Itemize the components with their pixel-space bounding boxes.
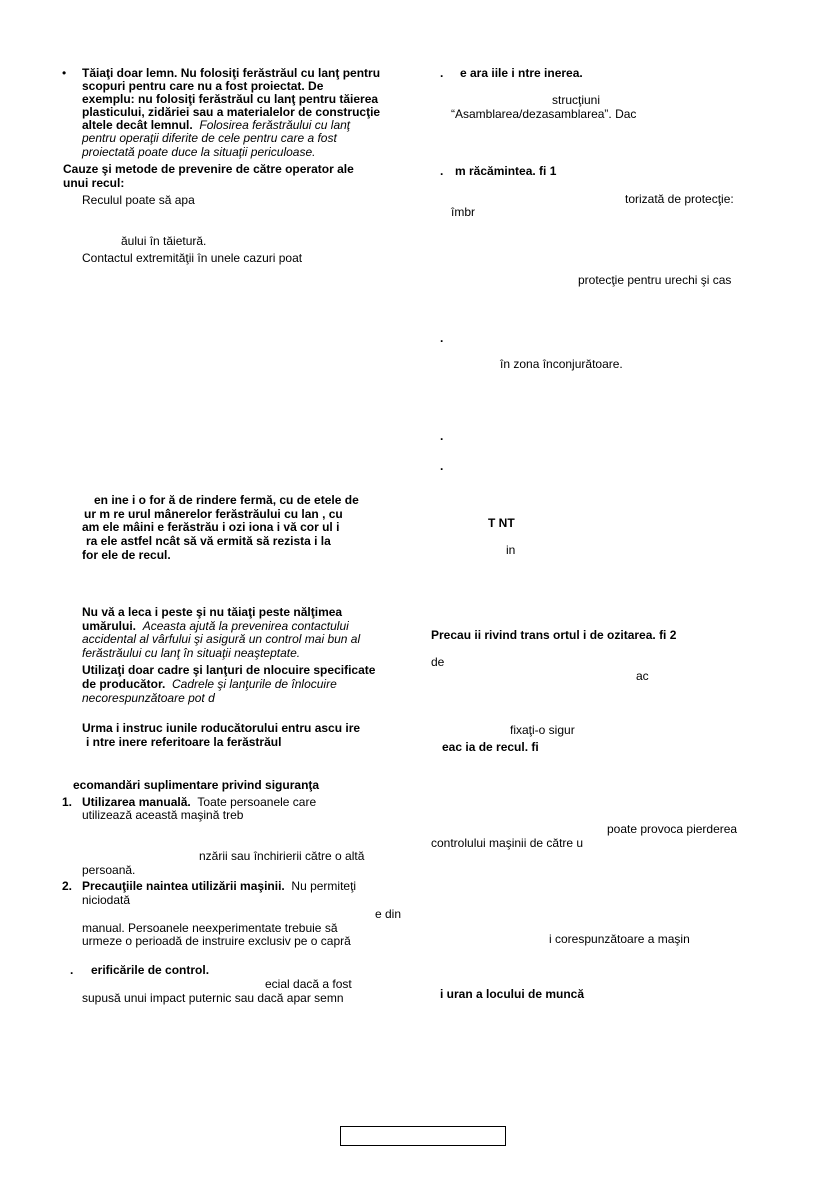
body-text: “Asamblarea/dezasamblarea”. Dac	[451, 107, 637, 121]
body-text: Contactul extremităţii în unele cazuri poat	[82, 251, 303, 265]
grip-text-line: for ele de recul.	[82, 548, 171, 562]
page-number-box	[340, 1126, 506, 1146]
section-heading: i uran a locului de muncă	[440, 987, 585, 1001]
overreach-text-line: accidental al vârfului şi asigură un control mai bun al	[82, 632, 361, 646]
bold-run: altele decât lemnul.	[82, 118, 193, 132]
body-text: poate provoca pierderea	[607, 822, 738, 836]
list-number: .	[70, 963, 74, 977]
section-heading: Precau ii rivind trans ortul i de ozitarea. fi 2	[431, 628, 677, 642]
bullet-text-line: pentru operaţii diferite de cele pentru care a fost	[82, 131, 337, 145]
list-number: 2.	[62, 879, 73, 893]
italic-run: Folosirea ferăstrăului cu lanţ	[199, 118, 351, 132]
bullet-text-line: scopuri pentru care nu a fost proiectat. De	[82, 79, 324, 93]
warning-heading: T NT	[488, 516, 515, 530]
grip-text-line: am ele mâini e ferăstrău i ozi iona i vă cor ul i	[82, 520, 340, 534]
body-text: Reculul poate să apa	[82, 193, 195, 207]
list-item-line	[82, 795, 316, 809]
body-text: ac	[636, 669, 649, 683]
list-item-line: ecial dacă a fost	[265, 977, 352, 991]
bullet-text-line: proiectată poate duce la situaţii periculoase.	[82, 145, 316, 159]
list-number: .	[440, 331, 444, 345]
bullet-text-line	[82, 118, 350, 132]
replacement-text-line: Utilizaţi doar cadre şi lanţuri de nlocuire specificate	[82, 663, 376, 677]
bullet-text-line: Tăiaţi doar lemn. Nu folosiţi ferăstrăul cu lanţ pentru	[82, 66, 381, 80]
list-number: .	[440, 164, 444, 178]
bold-run: Precauţiile naintea utilizării maşinii.	[82, 879, 285, 893]
section-heading: Cauze şi metode de prevenire de către operator ale	[63, 162, 354, 176]
sharpening-text-line: Urma i instruc iunile roducătorului entru ascu ire	[82, 721, 361, 735]
section-heading: unui recul:	[63, 176, 125, 190]
list-number: .	[440, 459, 444, 473]
body-text: strucţiuni	[552, 93, 601, 107]
list-item-line: erificările de control.	[91, 963, 210, 977]
body-text: protecţie pentru urechi şi cas	[578, 273, 732, 287]
italic-run: Cadrele şi lanţurile de înlocuire	[172, 677, 337, 691]
list-item-line: e din	[375, 907, 402, 921]
overreach-text-line: Nu vă a leca i peste şi nu tăiaţi peste nălţimea	[82, 605, 343, 619]
section-heading: ecomandări suplimentare privind siguranţa	[73, 778, 320, 792]
body-text: îmbr	[451, 205, 475, 219]
body-text: i corespunzătoare a maşin	[549, 932, 690, 946]
list-item-line: utilizează această maşină treb	[82, 808, 244, 822]
bold-run: de producător.	[82, 677, 166, 691]
body-text: fixaţi-o sigur	[510, 723, 575, 737]
list-number: .	[440, 429, 444, 443]
replacement-text-line: necorespunzătoare pot d	[82, 691, 215, 705]
list-item-line	[82, 879, 356, 893]
bullet-glyph: •	[62, 66, 67, 80]
bold-run: umărului.	[82, 619, 137, 633]
italic-run: Aceasta ajută la prevenirea contactului	[142, 619, 349, 633]
list-item-line: manual. Persoanele neexperimentate trebuie să	[82, 921, 338, 935]
body-text: de	[431, 655, 445, 669]
body-text: ăului în tăietură.	[121, 234, 207, 248]
sharpening-text-line: i ntre inere referitoare la ferăstrăul	[86, 735, 282, 749]
body-text: în zona înconjurătoare.	[500, 357, 623, 371]
grip-text-line: ur m re urul mânerelor ferăstrăului cu lan , cu	[84, 507, 343, 521]
body-text: torizată de protecţie:	[625, 192, 734, 206]
bold-run: Utilizarea manuală.	[82, 795, 191, 809]
grip-text-line: en ine i o for ă de rindere fermă, cu de etele de	[94, 493, 359, 507]
section-heading: eac ia de recul. fi	[442, 740, 539, 754]
overreach-text-line: ferăstrăului cu lanţ în situaţii neaşteptate.	[82, 646, 301, 660]
overreach-text-line	[82, 619, 349, 633]
section-heading: m răcămintea. fi 1	[455, 164, 557, 178]
list-number: .	[440, 66, 444, 80]
list-item-line: nzării sau închirierii către o altă	[199, 849, 365, 863]
section-heading: e ara iile i ntre inerea.	[460, 66, 583, 80]
list-item-line: supusă unui impact puternic sau dacă apar semn	[82, 991, 344, 1005]
list-number: 1.	[62, 795, 73, 809]
list-item-line: niciodată	[82, 893, 131, 907]
body-text: in	[506, 543, 516, 557]
plain-run: Toate persoanele care	[197, 795, 317, 809]
bullet-text-line: plasticului, zidăriei sau a materialelor de construcţie	[82, 105, 381, 119]
plain-run: Nu permiteţi	[291, 879, 357, 893]
body-text: controlului maşinii de către u	[431, 836, 584, 850]
list-item-line: persoană.	[82, 863, 136, 877]
bullet-text-line: exemplu: nu folosiţi ferăstrăul cu lanţ pentru tăierea	[82, 92, 379, 106]
grip-text-line: ra ele astfel ncât să vă ermită să rezista i la	[86, 534, 331, 548]
replacement-text-line	[82, 677, 337, 691]
list-item-line: urmeze o perioadă de instruire exclusiv pe o capră	[82, 934, 351, 948]
